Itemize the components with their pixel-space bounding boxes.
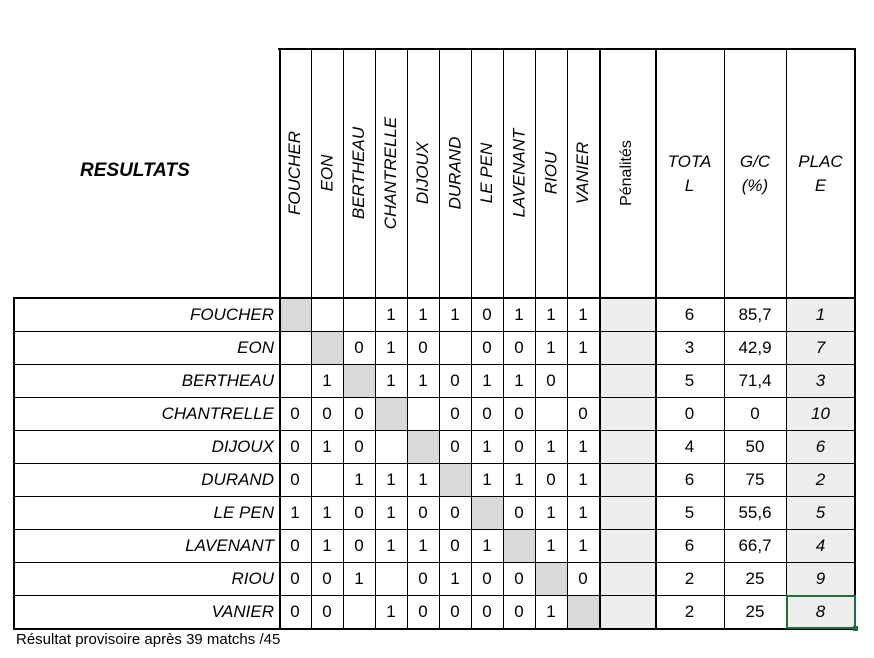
result-cell: 1 bbox=[482, 371, 492, 390]
place-cell: 3 bbox=[815, 371, 826, 390]
column-header-player bbox=[567, 48, 599, 298]
column-header-player bbox=[311, 48, 343, 298]
column-header-label: DIJOUX bbox=[413, 141, 432, 205]
result-cell: 0 bbox=[290, 470, 300, 489]
place-cell: 5 bbox=[815, 503, 826, 522]
header-line: L bbox=[684, 176, 695, 195]
result-cell: 0 bbox=[290, 437, 300, 456]
penalty-cell bbox=[600, 431, 655, 463]
result-cell: 1 bbox=[386, 536, 396, 555]
result-cell: 1 bbox=[546, 536, 556, 555]
result-cell: 1 bbox=[418, 470, 428, 489]
result-cell: 1 bbox=[514, 371, 524, 390]
grid-line bbox=[13, 529, 856, 530]
penalty-cell bbox=[600, 299, 655, 331]
grid-line bbox=[13, 297, 856, 299]
grid-line bbox=[13, 628, 856, 630]
header-line: E bbox=[814, 176, 827, 195]
result-cell: 0 bbox=[514, 569, 524, 588]
result-cell: 1 bbox=[418, 371, 428, 390]
result-cell bbox=[279, 298, 311, 331]
row-player-name: DURAND bbox=[201, 470, 274, 489]
result-cell: 1 bbox=[578, 338, 588, 357]
grid-line bbox=[13, 463, 856, 464]
result-cell: 0 bbox=[418, 602, 428, 621]
result-cell: 0 bbox=[482, 338, 492, 357]
total-cell: 4 bbox=[684, 437, 695, 456]
grid-line bbox=[786, 48, 787, 629]
column-header-player bbox=[375, 48, 407, 298]
result-cell: 0 bbox=[482, 569, 492, 588]
penalty-cell bbox=[600, 365, 655, 397]
place-cell: 6 bbox=[815, 437, 826, 456]
grid-line bbox=[724, 48, 725, 629]
grid-line bbox=[439, 48, 440, 629]
result-cell bbox=[567, 595, 599, 628]
column-header-gc bbox=[724, 150, 786, 198]
column-header-player bbox=[535, 48, 567, 298]
total-cell: 2 bbox=[684, 569, 695, 588]
grid-line bbox=[279, 48, 281, 629]
table-title: RESULTATS bbox=[80, 160, 190, 181]
place-cell: 7 bbox=[815, 338, 826, 357]
result-cell bbox=[375, 562, 407, 595]
grid-line bbox=[567, 48, 568, 629]
grid-line bbox=[599, 48, 601, 629]
result-cell: 1 bbox=[386, 602, 396, 621]
result-cell bbox=[279, 331, 311, 364]
row-player-name: CHANTRELLE bbox=[161, 404, 274, 423]
result-cell: 1 bbox=[386, 338, 396, 357]
grid-line bbox=[13, 562, 856, 563]
result-cell: 1 bbox=[482, 470, 492, 489]
gc-cell: 85,7 bbox=[738, 305, 772, 324]
column-header-place bbox=[786, 150, 855, 198]
result-cell bbox=[375, 397, 407, 430]
header-line: TOTA bbox=[667, 152, 712, 171]
result-cell: 1 bbox=[578, 470, 588, 489]
result-cell: 1 bbox=[386, 305, 396, 324]
column-header-player bbox=[343, 48, 375, 298]
row-player-name: BERTHEAU bbox=[181, 371, 274, 390]
result-cell: 0 bbox=[418, 338, 428, 357]
result-cell: 0 bbox=[514, 503, 524, 522]
total-cell: 0 bbox=[684, 404, 695, 423]
result-cell: 1 bbox=[322, 437, 332, 456]
result-cell: 1 bbox=[546, 305, 556, 324]
gc-cell: 25 bbox=[745, 602, 765, 621]
column-header-player bbox=[279, 48, 311, 298]
column-header-player bbox=[407, 48, 439, 298]
grid-line bbox=[13, 397, 856, 398]
grid-line bbox=[13, 364, 856, 365]
penalty-cell bbox=[600, 563, 655, 595]
column-header-label: EON bbox=[317, 154, 336, 192]
result-cell: 1 bbox=[386, 470, 396, 489]
result-cell: 0 bbox=[450, 536, 460, 555]
result-cell: 0 bbox=[546, 371, 556, 390]
total-cell: 6 bbox=[684, 536, 695, 555]
result-cell: 1 bbox=[546, 503, 556, 522]
result-cell bbox=[375, 430, 407, 463]
result-cell: 0 bbox=[450, 371, 460, 390]
footnote: Résultat provisoire après 39 matchs /45 bbox=[16, 631, 281, 648]
column-header-player bbox=[503, 48, 535, 298]
result-cell: 1 bbox=[482, 437, 492, 456]
header-line: G/C bbox=[739, 152, 771, 171]
result-cell: 0 bbox=[482, 305, 492, 324]
penalty-cell bbox=[600, 398, 655, 430]
result-cell: 1 bbox=[546, 602, 556, 621]
result-cell: 1 bbox=[482, 536, 492, 555]
gc-cell: 42,9 bbox=[738, 338, 772, 357]
gc-cell: 25 bbox=[745, 569, 765, 588]
result-cell: 0 bbox=[482, 602, 492, 621]
result-cell: 1 bbox=[514, 305, 524, 324]
grid-line bbox=[655, 48, 657, 629]
column-header-total bbox=[655, 150, 724, 198]
column-header-label: LAVENANT bbox=[509, 128, 528, 218]
gc-cell: 0 bbox=[750, 404, 760, 423]
result-cell bbox=[311, 463, 343, 496]
penalty-cell bbox=[600, 596, 655, 628]
column-header-label: BERTHEAU bbox=[349, 126, 369, 220]
row-player-name: LE PEN bbox=[213, 503, 274, 522]
place-cell: 4 bbox=[815, 536, 826, 555]
result-cell: 0 bbox=[514, 338, 524, 357]
result-cell: 1 bbox=[514, 470, 524, 489]
result-cell: 1 bbox=[546, 338, 556, 357]
result-cell: 1 bbox=[450, 305, 460, 324]
result-cell: 0 bbox=[354, 503, 364, 522]
result-cell: 1 bbox=[322, 536, 332, 555]
place-cell[interactable]: 8 bbox=[815, 602, 826, 621]
result-cell: 0 bbox=[322, 602, 332, 621]
result-cell bbox=[407, 397, 439, 430]
result-cell: 0 bbox=[354, 338, 364, 357]
result-cell: 0 bbox=[354, 404, 364, 423]
result-cell: 0 bbox=[578, 569, 588, 588]
grid-line bbox=[407, 48, 408, 629]
result-cell bbox=[343, 298, 375, 331]
grid-line bbox=[375, 48, 376, 629]
row-player-name: FOUCHER bbox=[189, 305, 274, 324]
result-cell: 0 bbox=[418, 569, 428, 588]
result-cell: 0 bbox=[578, 404, 588, 423]
result-cell: 1 bbox=[418, 305, 428, 324]
result-cell: 0 bbox=[450, 602, 460, 621]
total-cell: 2 bbox=[684, 602, 695, 621]
penalty-cell bbox=[600, 464, 655, 496]
row-player-name: RIOU bbox=[231, 569, 274, 588]
result-cell: 0 bbox=[450, 503, 460, 522]
grid-line bbox=[13, 430, 856, 431]
result-cell bbox=[311, 298, 343, 331]
penalty-cell bbox=[600, 530, 655, 562]
result-cell bbox=[311, 331, 343, 364]
result-cell: 1 bbox=[290, 503, 300, 522]
result-cell: 1 bbox=[322, 503, 332, 522]
result-cell: 1 bbox=[322, 371, 332, 390]
result-cell bbox=[535, 562, 567, 595]
place-cell: 2 bbox=[815, 470, 826, 489]
result-cell: 1 bbox=[578, 437, 588, 456]
selected-cell-highlight[interactable] bbox=[786, 595, 856, 629]
column-header-player bbox=[471, 48, 503, 298]
result-cell bbox=[471, 496, 503, 529]
result-cell bbox=[343, 595, 375, 628]
header-line: (%) bbox=[741, 176, 769, 195]
result-cell: 1 bbox=[578, 536, 588, 555]
result-cell: 1 bbox=[354, 569, 364, 588]
total-cell: 5 bbox=[684, 503, 695, 522]
result-cell bbox=[407, 430, 439, 463]
gc-cell: 71,4 bbox=[738, 371, 772, 390]
grid-line bbox=[13, 331, 856, 332]
grid-line bbox=[343, 48, 344, 629]
result-cell bbox=[535, 397, 567, 430]
result-cell: 0 bbox=[450, 437, 460, 456]
row-player-name: EON bbox=[237, 338, 274, 357]
header-line: PLAC bbox=[798, 152, 843, 171]
result-cell bbox=[567, 364, 599, 397]
result-cell: 0 bbox=[354, 437, 364, 456]
column-header-penalites bbox=[599, 48, 655, 298]
result-cell: 0 bbox=[290, 569, 300, 588]
grid-line bbox=[503, 48, 504, 629]
row-player-name: VANIER bbox=[211, 602, 274, 621]
penalty-cell bbox=[600, 332, 655, 364]
result-cell bbox=[343, 364, 375, 397]
grid-line bbox=[854, 48, 856, 629]
result-cell bbox=[439, 463, 471, 496]
result-cell: 0 bbox=[322, 569, 332, 588]
result-cell: 0 bbox=[482, 404, 492, 423]
place-cell: 1 bbox=[815, 305, 826, 324]
column-header-label: CHANTRELLE bbox=[381, 116, 401, 230]
column-header-label: FOUCHER bbox=[285, 130, 304, 216]
column-header-label: Pénalités bbox=[618, 140, 636, 206]
result-cell: 1 bbox=[386, 371, 396, 390]
grid-line bbox=[13, 496, 856, 497]
result-cell: 0 bbox=[322, 404, 332, 423]
grid-line bbox=[13, 595, 856, 596]
place-cell: 10 bbox=[811, 404, 830, 423]
column-header-label: DURAND bbox=[445, 136, 465, 210]
result-cell: 0 bbox=[514, 404, 524, 423]
row-player-name: LAVENANT bbox=[185, 536, 274, 555]
column-header-label: LE PEN bbox=[477, 142, 497, 204]
result-cell: 1 bbox=[354, 470, 364, 489]
gc-cell: 66,7 bbox=[738, 536, 772, 555]
penalty-cell bbox=[600, 497, 655, 529]
result-cell: 0 bbox=[514, 602, 524, 621]
result-cell: 1 bbox=[546, 437, 556, 456]
result-cell bbox=[503, 529, 535, 562]
result-cell: 0 bbox=[514, 437, 524, 456]
place-cell: 9 bbox=[815, 569, 826, 588]
total-cell: 6 bbox=[684, 305, 695, 324]
total-cell: 5 bbox=[684, 371, 695, 390]
gc-cell: 55,6 bbox=[738, 503, 772, 522]
result-cell: 0 bbox=[290, 536, 300, 555]
result-cell: 1 bbox=[578, 305, 588, 324]
total-cell: 6 bbox=[684, 470, 695, 489]
result-cell: 0 bbox=[450, 404, 460, 423]
gc-cell: 50 bbox=[745, 437, 765, 456]
result-cell: 0 bbox=[290, 602, 300, 621]
grid-line bbox=[471, 48, 472, 629]
grid-line bbox=[311, 48, 312, 629]
column-header-label: VANIER bbox=[573, 141, 593, 205]
result-cell: 1 bbox=[450, 569, 460, 588]
result-cell bbox=[439, 331, 471, 364]
grid-line bbox=[13, 297, 15, 629]
result-cell: 0 bbox=[418, 503, 428, 522]
column-header-player bbox=[439, 48, 471, 298]
total-cell: 3 bbox=[684, 338, 695, 357]
result-cell: 1 bbox=[386, 503, 396, 522]
result-cell: 1 bbox=[578, 503, 588, 522]
result-cell: 0 bbox=[546, 470, 556, 489]
gc-cell: 75 bbox=[745, 470, 765, 489]
result-cell: 1 bbox=[418, 536, 428, 555]
row-player-name: DIJOUX bbox=[211, 437, 274, 456]
column-header-label: RIOU bbox=[541, 151, 560, 195]
result-cell: 0 bbox=[354, 536, 364, 555]
grid-line bbox=[535, 48, 536, 629]
result-cell bbox=[279, 364, 311, 397]
result-cell: 0 bbox=[290, 404, 300, 423]
